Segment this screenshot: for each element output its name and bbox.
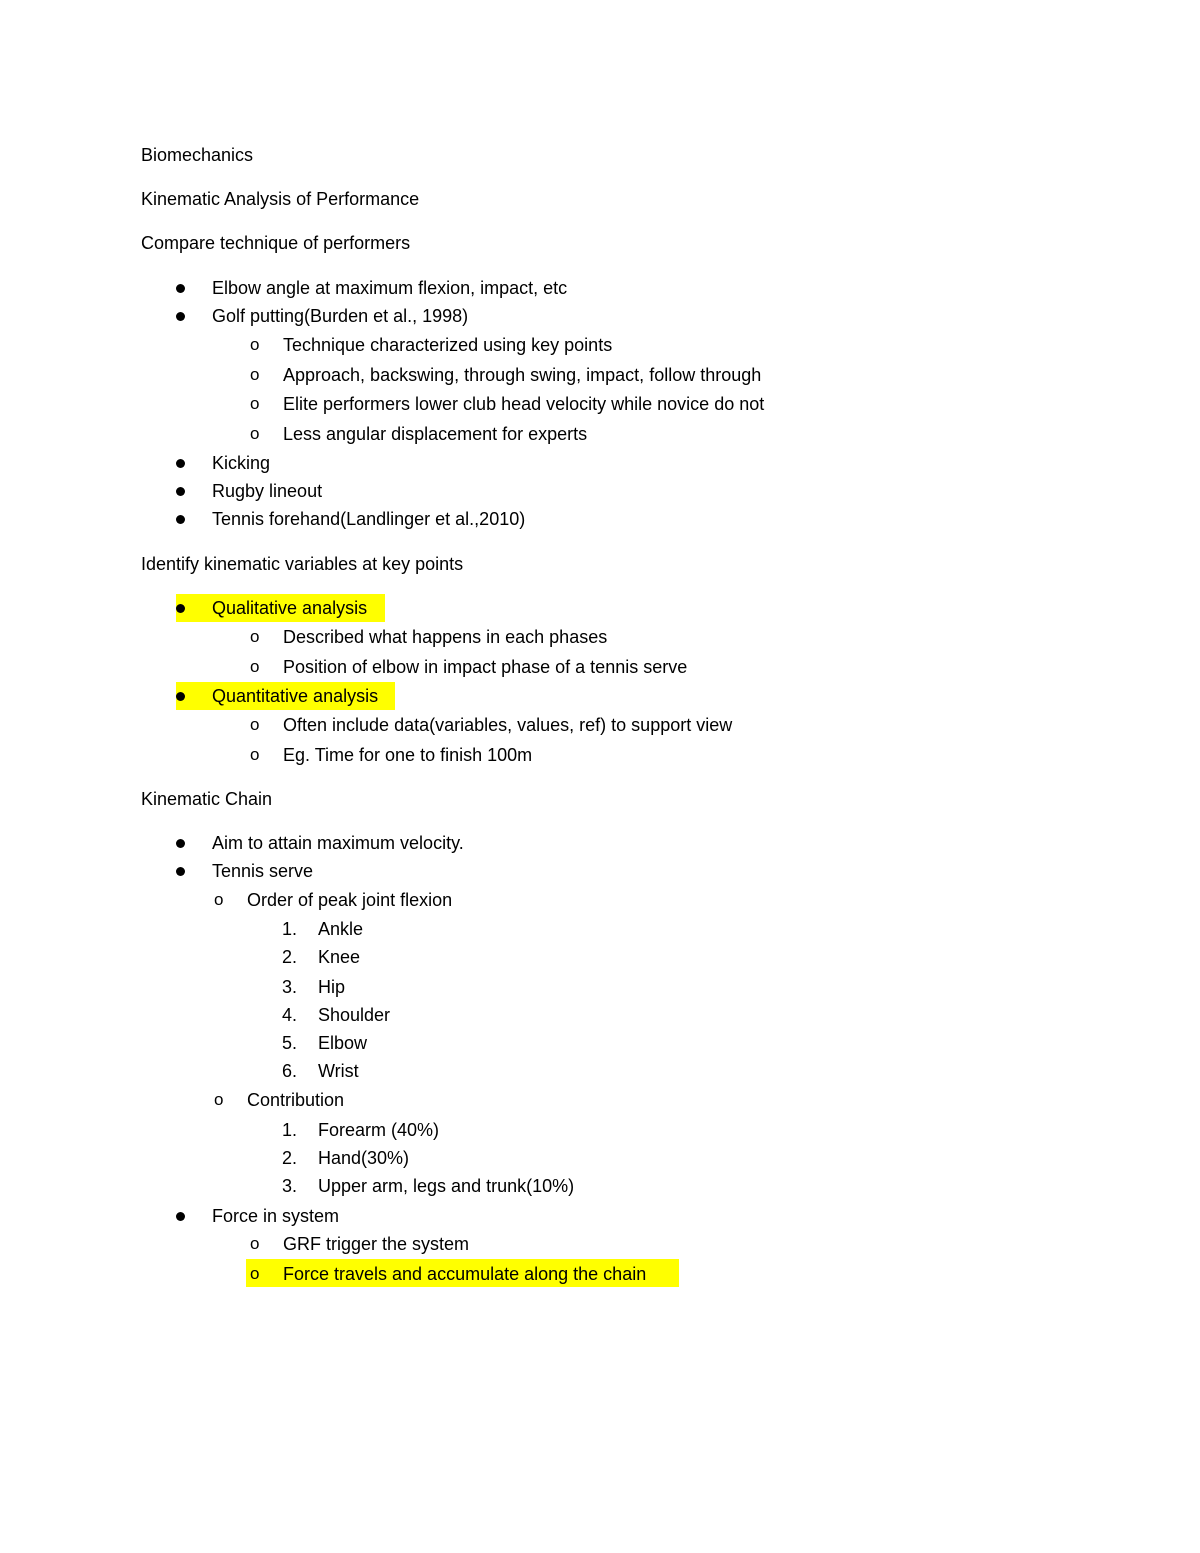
document-title: Biomechanics: [141, 145, 254, 165]
sub-bullet-icon: o: [250, 424, 260, 443]
list-item: Force in system: [212, 1206, 340, 1226]
list-item: Tennis serve: [212, 861, 314, 881]
sub-bullet-icon: o: [250, 657, 260, 676]
sub-list-item: Elite performers lower club head velocity while novice do not: [283, 394, 765, 414]
list-item: Golf putting(Burden et al., 1998): [212, 306, 469, 326]
sub-bullet-icon: o: [214, 890, 224, 909]
sub-bullet-icon: o: [250, 335, 260, 354]
sub-list-item: Described what happens in each phases: [283, 627, 608, 647]
numbered-item: Hip: [318, 977, 346, 997]
sub-list-item: Contribution: [247, 1090, 345, 1110]
sub-bullet-icon: o: [250, 627, 260, 646]
list-number: 3.: [282, 977, 298, 997]
numbered-item: Ankle: [318, 919, 364, 939]
sub-list-item: Order of peak joint flexion: [247, 890, 453, 910]
sub-list-item: Technique characterized using key points: [283, 335, 613, 355]
list-number: 2.: [282, 1148, 298, 1168]
numbered-item: Hand(30%): [318, 1148, 410, 1168]
list-item: Elbow angle at maximum flexion, impact, etc: [212, 278, 568, 298]
sub-list-item: Eg. Time for one to finish 100m: [283, 745, 533, 765]
sub-list-item: Position of elbow in impact phase of a tennis serve: [283, 657, 688, 677]
section-heading-kinematic-chain: Kinematic Chain: [141, 789, 273, 809]
numbered-item: Shoulder: [318, 1005, 391, 1025]
sub-list-item: Approach, backswing, through swing, impact, follow through: [283, 365, 762, 385]
list-item-quantitative: Quantitative analysis: [212, 686, 379, 706]
section-heading-compare-technique: Compare technique of performers: [141, 233, 411, 253]
section-heading-identify-variables: Identify kinematic variables at key points: [141, 554, 464, 574]
list-item: Kicking: [212, 453, 271, 473]
sub-bullet-icon: o: [250, 745, 260, 764]
sub-bullet-icon: o: [250, 1234, 260, 1253]
list-number: 2.: [282, 947, 298, 967]
list-item: Tennis forehand(Landlinger et al.,2010): [212, 509, 526, 529]
sub-bullet-icon: o: [250, 1264, 260, 1283]
sub-bullet-icon: o: [214, 1090, 224, 1109]
numbered-item: Upper arm, legs and trunk(10%): [318, 1176, 575, 1196]
list-item: Rugby lineout: [212, 481, 323, 501]
sub-list-item: Often include data(variables, values, ref) to support view: [283, 715, 733, 735]
sub-list-item: GRF trigger the system: [283, 1234, 470, 1254]
sub-bullet-icon: o: [250, 715, 260, 734]
numbered-item: Wrist: [318, 1061, 359, 1081]
list-number: 5.: [282, 1033, 298, 1053]
sub-bullet-icon: o: [250, 365, 260, 384]
list-item: Aim to attain maximum velocity.: [212, 833, 464, 853]
numbered-item: Knee: [318, 947, 361, 967]
list-number: 3.: [282, 1176, 298, 1196]
sub-list-item-highlighted: Force travels and accumulate along the chain: [283, 1264, 647, 1284]
list-number: 4.: [282, 1005, 298, 1025]
list-number: 1.: [282, 1120, 298, 1140]
numbered-item: Elbow: [318, 1033, 368, 1053]
list-number: 6.: [282, 1061, 298, 1081]
sub-bullet-icon: o: [250, 394, 260, 413]
list-item-qualitative: Qualitative analysis: [212, 598, 368, 618]
section-heading-kinematic-analysis: Kinematic Analysis of Performance: [141, 189, 420, 209]
list-number: 1.: [282, 919, 298, 939]
numbered-item: Forearm (40%): [318, 1120, 440, 1140]
sub-list-item: Less angular displacement for experts: [283, 424, 588, 444]
